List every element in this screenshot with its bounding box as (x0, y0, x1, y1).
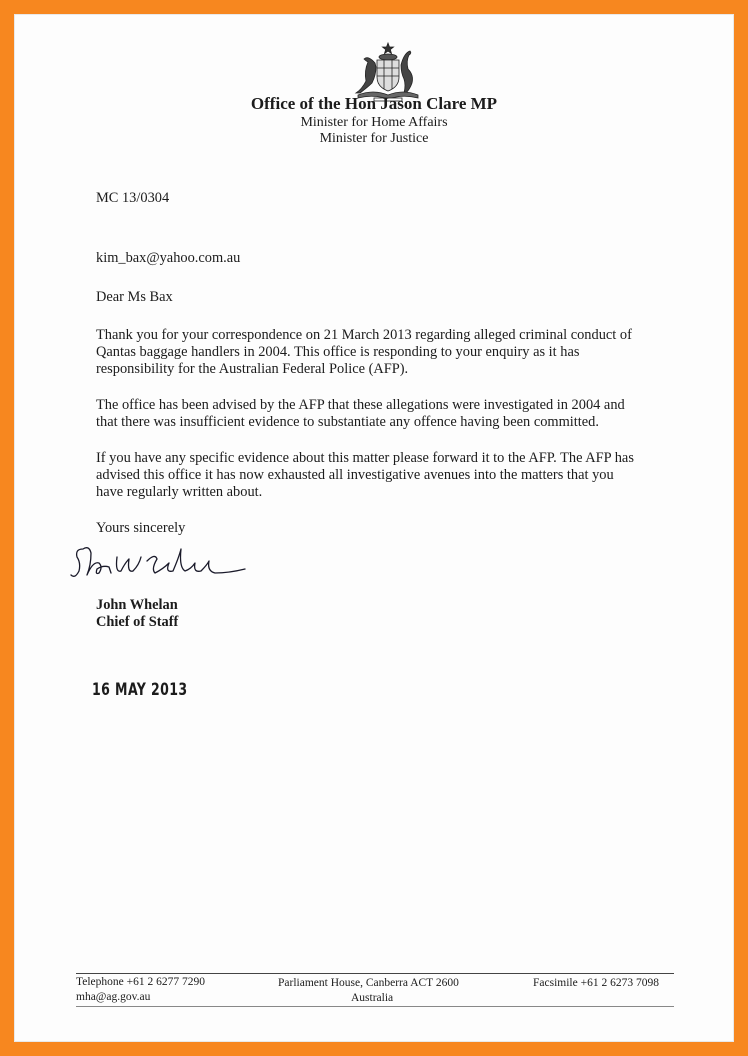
letter-page (14, 14, 734, 1042)
footer-telephone: Telephone +61 2 6277 7290 (76, 976, 205, 988)
footer-address-line-2: Australia (351, 992, 394, 1004)
footer-bottom-rule (76, 1006, 674, 1007)
signatory-name: John Whelan (96, 597, 178, 613)
paragraph-1-line-1: Thank you for your correspondence on 21 March 2013 regarding alleged criminal conduct of (96, 327, 632, 343)
role-home-affairs: Minister for Home Affairs (300, 115, 448, 130)
role-justice: Minister for Justice (319, 131, 429, 146)
reference-number: MC 13/0304 (96, 190, 170, 206)
closing: Yours sincerely (96, 520, 186, 536)
footer-top-rule (76, 973, 674, 974)
paragraph-3-line-1: If you have any specific evidence about this matter please forward it to the AFP. The AFP has (96, 450, 634, 466)
paragraph-2-line-2: that there was insufficient evidence to substantiate any offence having been committed. (96, 414, 599, 430)
paragraph-1-line-3: responsibility for the Australian Federal Police (AFP). (96, 361, 409, 377)
date-stamp: 16 MAY 2013 (92, 680, 188, 700)
footer-address-line-1: Parliament House, Canberra ACT 2600 (278, 977, 459, 989)
paragraph-3-line-3: have regularly written about. (96, 484, 263, 500)
salutation: Dear Ms Bax (96, 289, 173, 305)
footer-email: mha@ag.gov.au (76, 991, 151, 1003)
paragraph-3-line-2: advised this office it has now exhausted all investigative avenues into the matters that you (96, 467, 614, 483)
footer-facsimile: Facsimile +61 2 6273 7098 (533, 977, 659, 989)
recipient-email: kim_bax@yahoo.com.au (96, 250, 241, 266)
handwritten-signature (69, 539, 259, 589)
office-title: Office of the Hon Jason Clare MP (250, 94, 498, 113)
paragraph-1-line-2: Qantas baggage handlers in 2004. This office is responding to your enquiry as it has (96, 344, 580, 360)
signatory-title: Chief of Staff (96, 614, 179, 630)
paragraph-2-line-1: The office has been advised by the AFP that these allegations were investigated in 2004 and (96, 397, 625, 413)
